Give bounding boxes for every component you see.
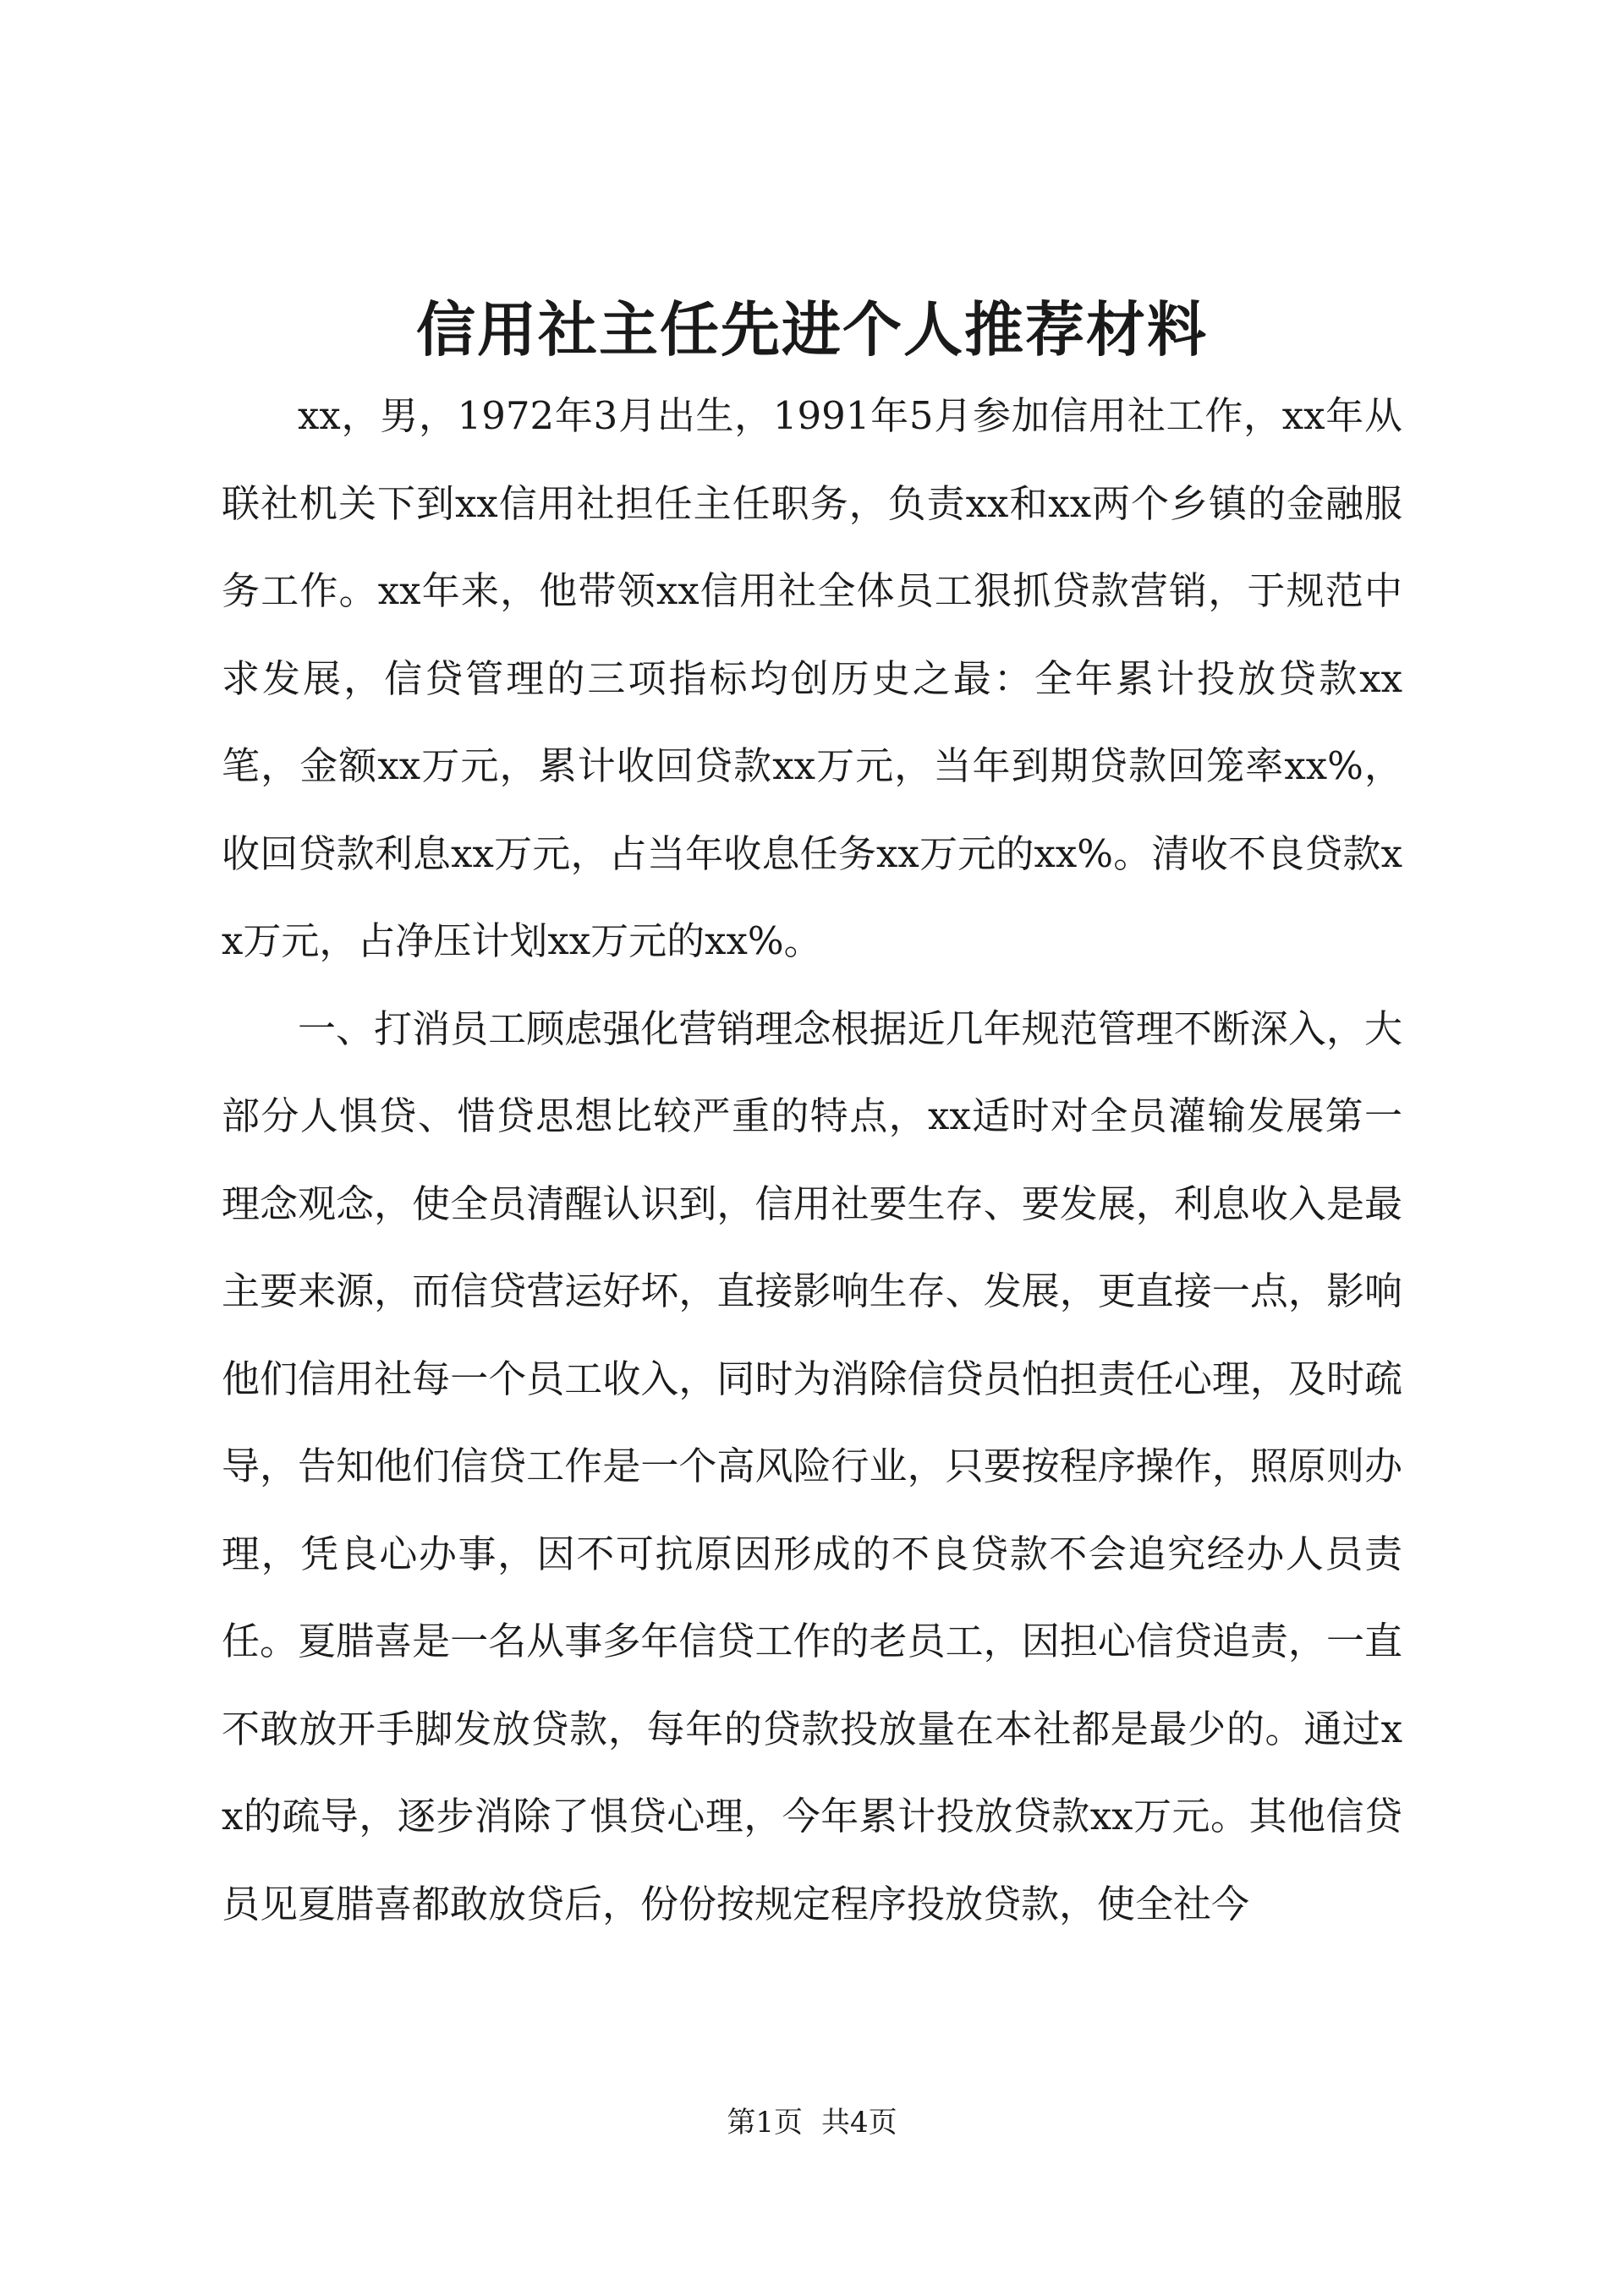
page-number-current: 第1页 <box>727 2106 803 2140</box>
document-title: 信用社主任先进个人推荐材料 <box>416 294 1208 364</box>
document-body <box>222 372 1402 1948</box>
page-footer <box>0 2097 1624 2148</box>
paragraph-section-one: 一、打消员工顾虑强化营销理念根据近几年规范管理不断深入，大部分人惧贷、惜贷思想比较严重的特点，xx适时对全员灌输发展第一理念观念，使全员清醒认识到，信用社要生存、要发展，利息收入是最主要来源，而信贷营运好坏，直接影响生存、发展，更直接一点，影响他们信用社每一个员工收入，同时为消除信贷员怕担责任心理，及时疏导，告知他们信贷工作是一个高风险行业，只要按程序操作，照原则办理，凭良心办事，因不可抗原因形成的不良贷款不会追究经办人员责任。夏腊喜是一名从事多年信贷工作的老员工，因担心信贷追责，一直不敢放开手脚发放贷款，每年的贷款投放量在本社都是最少的。通过xx的疏导，逐步消除了惧贷心理，今年累计投放贷款xx万元。其他信贷员见夏腊喜都敢放贷后，份份按规定程序投放贷款，使全社今 <box>222 1006 1402 1926</box>
page-number-total: 共4页 <box>821 2106 897 2140</box>
paragraph-intro: xx，男，1972年3月出生，1991年5月参加信用社工作，xx年从联社机关下到xx信用社担任主任职务，负责xx和xx两个乡镇的金融服务工作。xx年来，他带领xx信用社全体员工狠抓贷款营销，于规范中求发展，信贷管理的三项指标均创历史之最：全年累计投放贷款xx笔，金额xx万元，累计收回贷款xx万元，当年到期贷款回笼率xx%，收回贷款利息xx万元，占当年收息任务xx万元的xx%。清收不良贷款xx万元，占净压计划xx万元的xx%。 <box>222 393 1402 963</box>
